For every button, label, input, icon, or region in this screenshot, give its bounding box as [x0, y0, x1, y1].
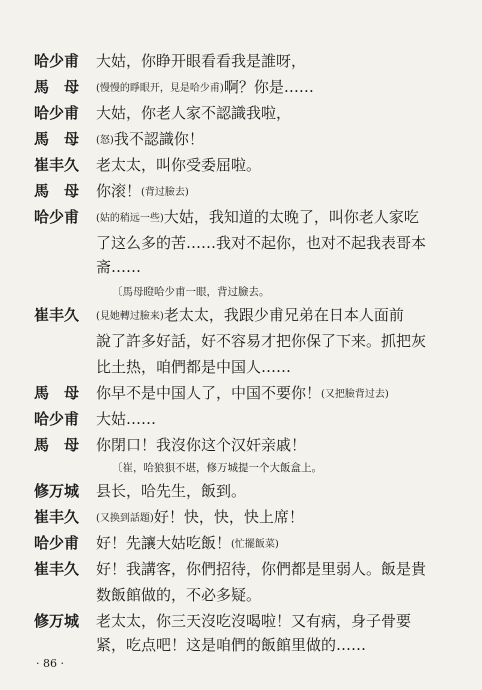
dialogue-line	[0, 432, 482, 456]
speaker-name: 哈少甫	[34, 104, 80, 122]
dialogue-text	[96, 154, 261, 175]
dialogue-line	[0, 152, 482, 176]
dialogue-text	[96, 128, 204, 149]
speaker-name: 馬 母	[34, 436, 80, 454]
spoken-text: 我不認識你！	[113, 130, 204, 148]
spoken-text: 老太太，叫你受委屈啦。	[96, 156, 262, 174]
dialogue-line	[0, 254, 482, 278]
dialogue-line	[0, 354, 482, 378]
spoken-text: 你早不是中国人了，中国不要你！	[96, 384, 322, 402]
spoken-text: 你滚！	[96, 182, 142, 200]
stage-direction: (又把臉背过去)	[321, 389, 389, 400]
spoken-text: 好！先讓大姑吃飯！	[96, 534, 232, 552]
dialogue-text	[96, 256, 141, 277]
dialogue-text	[96, 232, 426, 253]
stage-note-text: 〔崔，哈狼狽不堪，修万城提一个大飯盒上。	[112, 462, 322, 474]
dialogue-text	[96, 506, 304, 527]
stage-direction: (又换到話題)	[96, 513, 154, 524]
page-number: · 86 ·	[36, 657, 64, 670]
spoken-text: 啊？你是……	[223, 78, 314, 96]
dialogue-text	[96, 50, 306, 71]
spoken-text: 大姑，我知道的太晚了，叫你老人家吃	[163, 208, 419, 226]
spoken-text: 斋……	[96, 258, 142, 276]
dialogue-line	[0, 126, 482, 150]
speaker-name: 哈少甫	[34, 208, 80, 226]
stage-note	[0, 280, 482, 304]
speaker-name: 崔丰久	[34, 560, 80, 578]
dialogue-line	[0, 380, 482, 404]
stage-direction: (怒)	[96, 135, 114, 146]
speaker-name: 馬 母	[34, 384, 80, 402]
dialogue-text	[96, 304, 404, 325]
stage-note-text: 〔馬母瞪哈少甫一眼，背过臉去。	[112, 286, 270, 298]
dialogue-text	[96, 356, 291, 377]
dialogue-line	[0, 302, 482, 326]
dialogue-line	[0, 406, 482, 430]
dialogue-line	[0, 530, 482, 554]
spoken-text: 大姑，你老人家不認識我啦，	[96, 104, 292, 122]
speaker-name: 哈少甫	[34, 534, 80, 552]
spoken-text: 大姑……	[96, 410, 157, 428]
spoken-text: 比土热，咱們都是中国人……	[96, 358, 292, 376]
dialogue-text	[96, 408, 156, 429]
dialogue-line	[0, 178, 482, 202]
dialogue-text	[96, 330, 426, 351]
dialogue-line	[0, 632, 482, 656]
stage-direction: (慢慢的睜眼开，見是哈少甫)	[96, 83, 224, 94]
dialogue-line	[0, 230, 482, 254]
dialogue-line	[0, 48, 482, 72]
speaker-name: 崔丰久	[34, 306, 80, 324]
dialogue-text	[96, 206, 419, 227]
dialogue-text	[96, 480, 246, 501]
stage-direction: (姑的稍远一些)	[96, 213, 164, 224]
speaker-name: 修万城	[34, 612, 80, 630]
spoken-text: 好！快，快，快上席！	[153, 508, 304, 526]
spoken-text: 老太太，我跟少甫兄弟在日本人面前	[163, 306, 404, 324]
spoken-text: 紧，吃点吧！这是咱們的飯館里做的……	[96, 636, 367, 654]
speaker-name: 哈少甫	[34, 52, 80, 70]
dialogue-line	[0, 556, 482, 580]
dialogue-line	[0, 100, 482, 124]
dialogue-text	[96, 382, 389, 403]
spoken-text: 說了許多好話，好不容易才把你保了下来。抓把灰	[96, 332, 427, 350]
speaker-name: 修万城	[34, 482, 80, 500]
dialogue-text	[96, 434, 306, 455]
dialogue-text	[96, 102, 291, 123]
spoken-text: 好！我講客，你們招待，你們都是里弱人。飯是貴	[96, 560, 427, 578]
dialogue-line	[0, 204, 482, 228]
dialogue-line	[0, 582, 482, 606]
stage-note	[0, 456, 482, 480]
speaker-name: 哈少甫	[34, 410, 80, 428]
stage-direction: (忙擺飯菜)	[231, 539, 279, 550]
spoken-text: 老太太，你三天沒吃沒喝啦！又有病，身子骨要	[96, 612, 412, 630]
speaker-name: 馬 母	[34, 78, 80, 96]
spoken-text: 大姑，你睁开眼看看我是誰呀，	[96, 52, 307, 70]
dialogue-text	[96, 76, 314, 97]
stage-direction: (見她轉过臉来)	[96, 311, 164, 322]
dialogue-line	[0, 504, 482, 528]
dialogue-text	[96, 610, 411, 631]
dialogue-text	[96, 584, 261, 605]
spoken-text: 你閉口！我沒你这个汉奸亲戚！	[96, 436, 307, 454]
spoken-text: 数飯館做的，不必多疑。	[96, 586, 262, 604]
speaker-name: 崔丰久	[34, 508, 80, 526]
dialogue-line	[0, 328, 482, 352]
dialogue-text	[96, 558, 426, 579]
speaker-name: 馬 母	[34, 130, 80, 148]
dialogue-text	[96, 180, 189, 201]
dialogue-line	[0, 608, 482, 632]
stage-direction: (背过臉去)	[141, 187, 189, 198]
dialogue-text	[96, 634, 366, 655]
spoken-text: 县长，哈先生，飯到。	[96, 482, 247, 500]
spoken-text: 了这么多的苦……我对不起你，也对不起我表哥本	[96, 234, 427, 252]
dialogue-line	[0, 74, 482, 98]
speaker-name: 崔丰久	[34, 156, 80, 174]
dialogue-line	[0, 478, 482, 502]
dialogue-text	[96, 532, 279, 553]
speaker-name: 馬 母	[34, 182, 80, 200]
